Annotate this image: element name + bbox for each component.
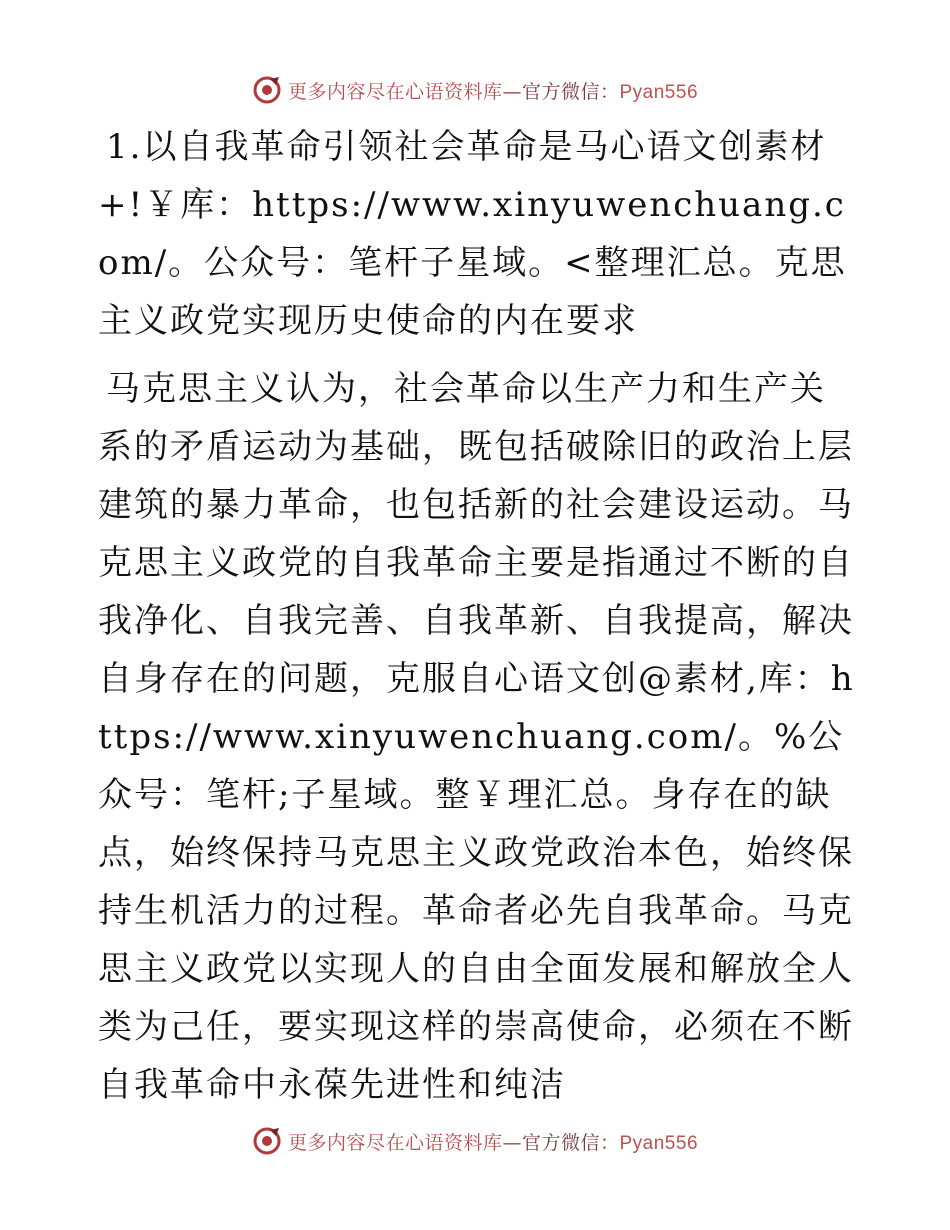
paragraph-2: 马克思主义认为，社会革命以生产力和生产关系的矛盾运动为基础，既包括破除旧的政治上层建筑的暴力革命，也包括新的社会建设运动。马克思主义政党的自我革命主要是指通过不断的自我净化、自我完善、自我革新、自我提高，解决自身存在的问题，克服自心语文创@素材,库：https://www.xinyuwenchuang.com/。%公众号：笔杆;子星域。整￥理汇总。身存在的缺点，始终保持马克思主义政党政治本色，始终保持生机活力的过程。革命者必先自我革命。马克思主义政党以实现人的自由全面发展和解放全人类为己任，要实现这样的崇高使命，必须在不断自我革命中永葆先进性和纯洁 (98, 369, 855, 1105)
footer-banner (0, 1121, 950, 1161)
logo-icon (252, 75, 282, 105)
document-body (98, 118, 858, 1114)
footer-site-text: 更多内容尽在心语资料库 (287, 1131, 503, 1154)
header-wechat-handle: Pyan556 (619, 81, 699, 103)
footer-banner-text (288, 1128, 698, 1155)
logo-icon (252, 1126, 282, 1156)
header-site-text: 更多内容尽在心语资料库 (287, 80, 503, 103)
header-banner-text (288, 77, 698, 104)
paragraph-1: 1.以自我革命引领社会革命是马心语文创素材+!￥库：https://www.xinyuwenchuang.com/。公众号：笔杆子星域。<整理汇总。克思主义政党实现历史使命的内在要求 (98, 127, 847, 341)
header-banner (0, 70, 950, 110)
header-wechat-label: 官方微信： (521, 80, 620, 103)
footer-wechat-label: 官方微信： (521, 1131, 620, 1154)
footer-wechat-handle: Pyan556 (619, 1132, 699, 1154)
footer-dash: — (502, 1131, 522, 1154)
header-dash: — (502, 80, 522, 103)
